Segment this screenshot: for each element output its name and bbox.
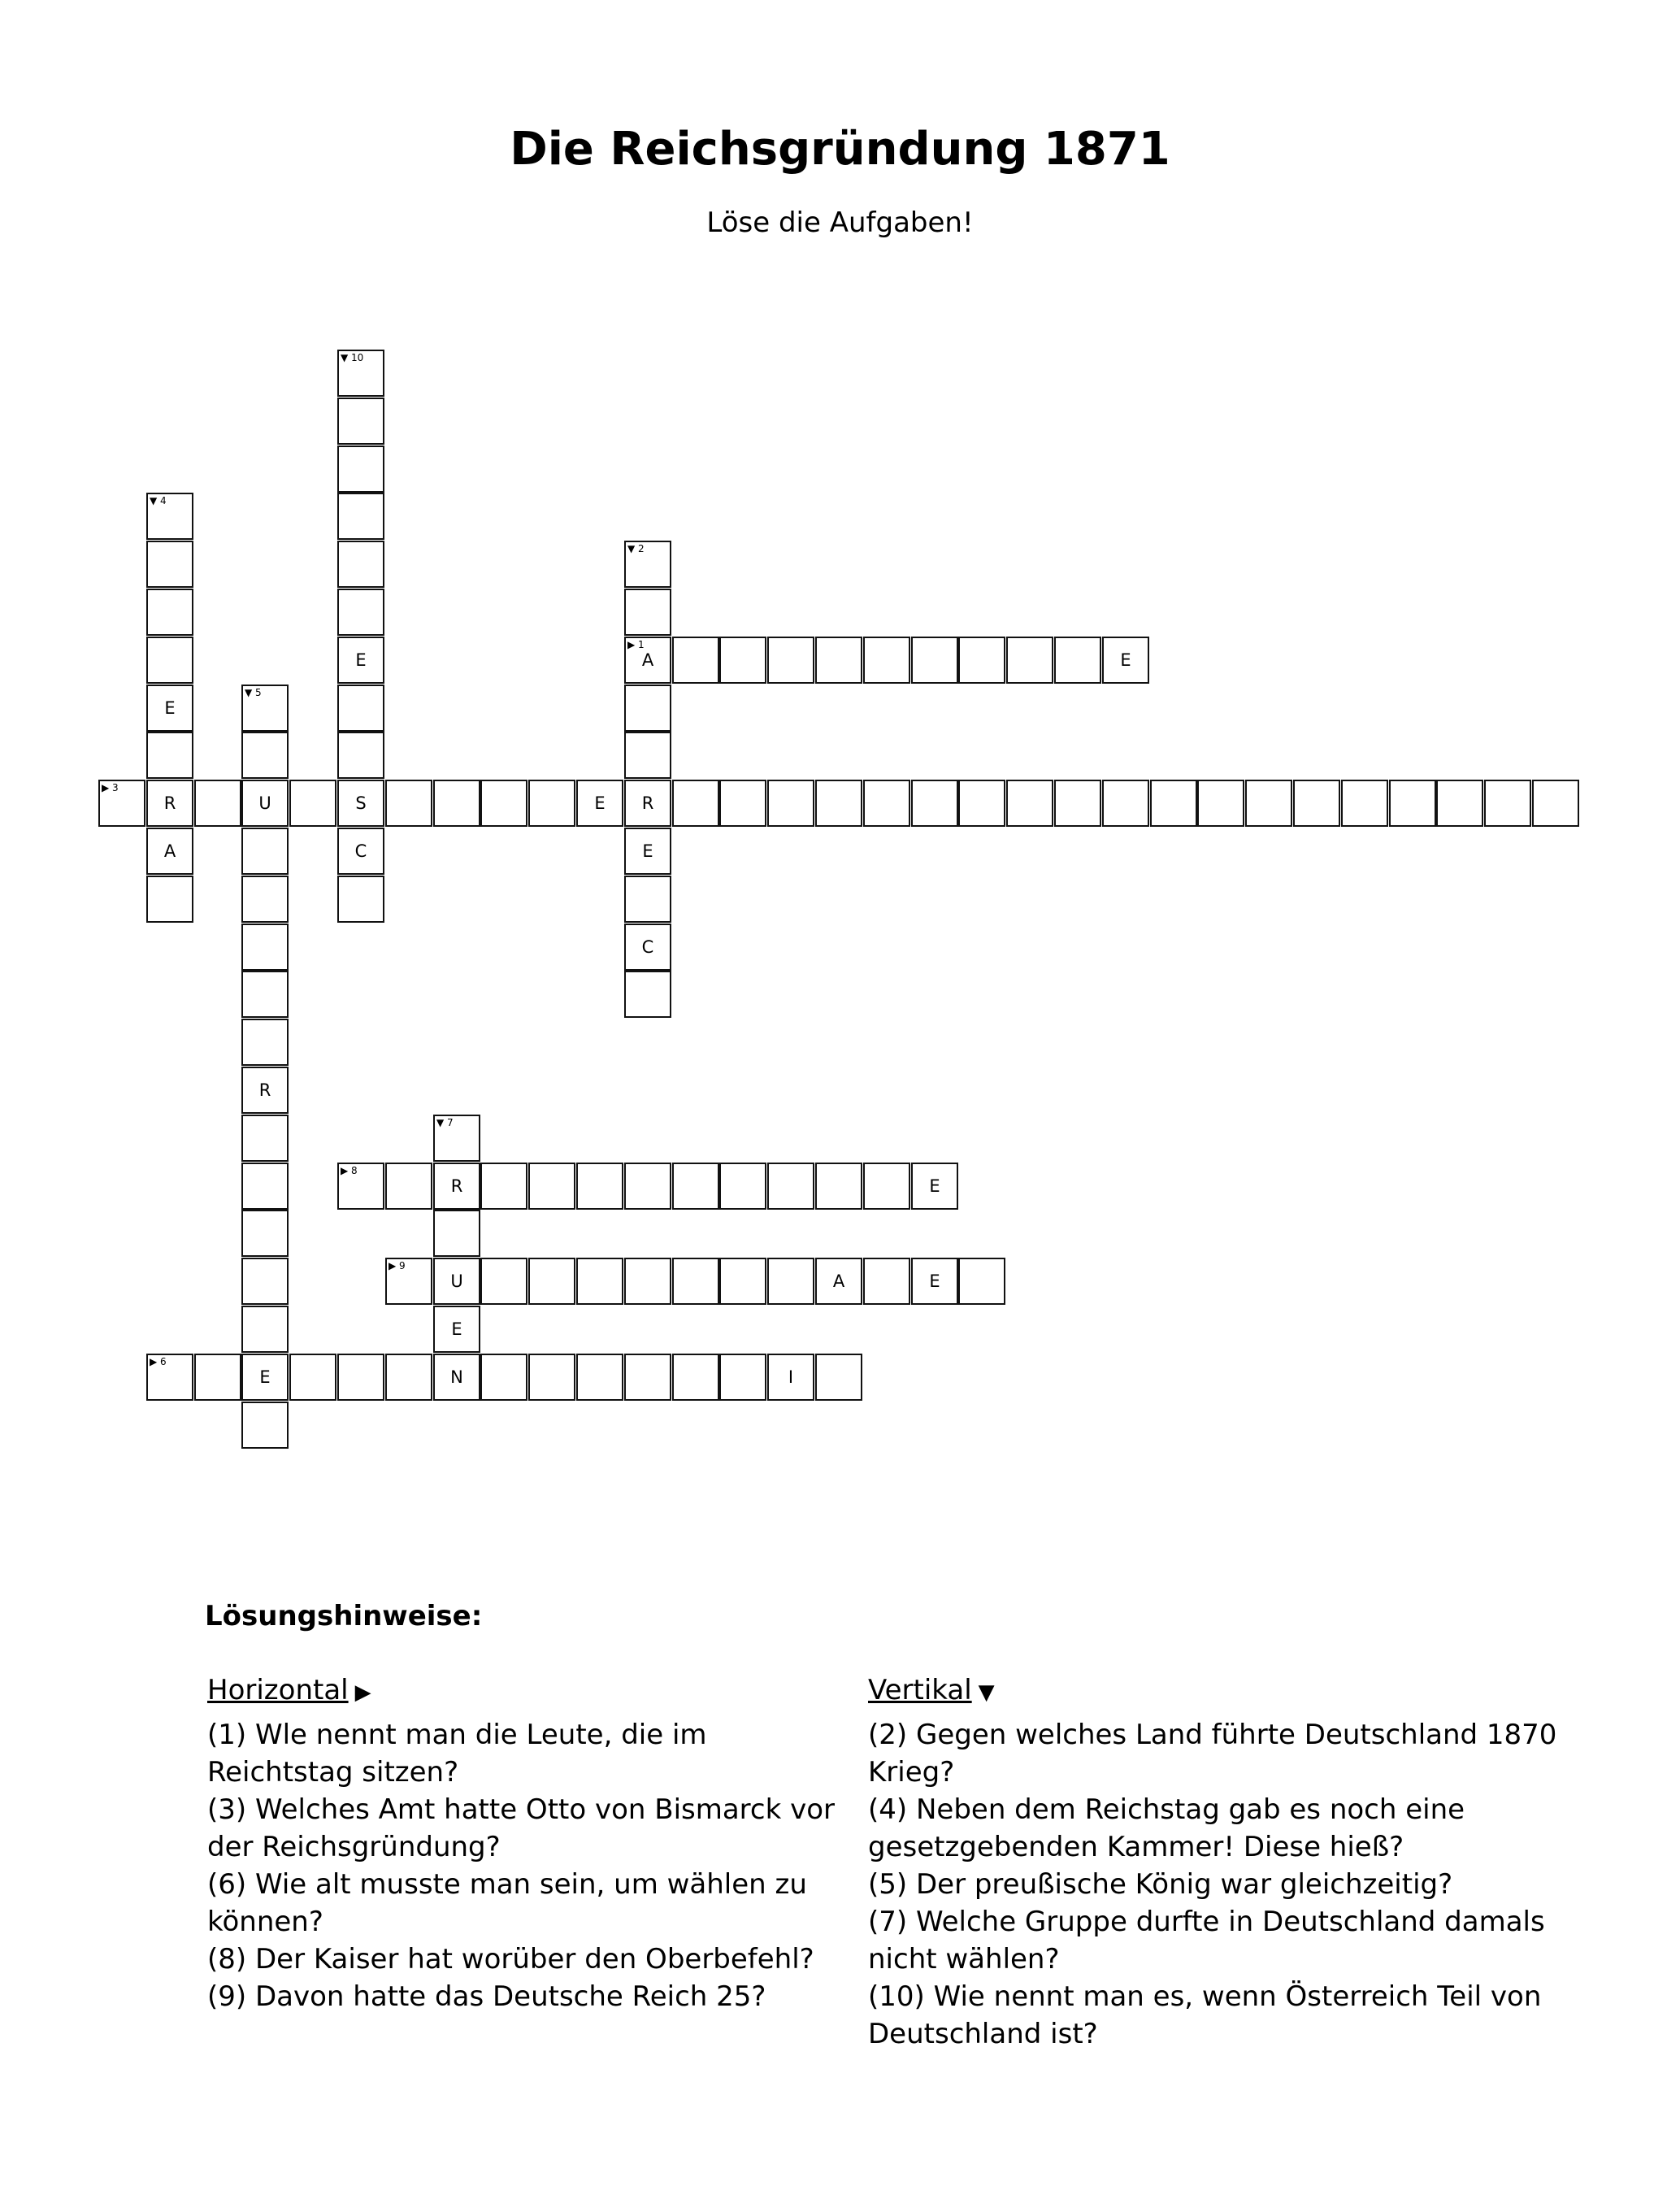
- crossword-start-cell[interactable]: [385, 1258, 432, 1305]
- crossword-cell[interactable]: [815, 780, 862, 827]
- cell-letter: R: [450, 1176, 463, 1196]
- crossword-cell[interactable]: [433, 1163, 480, 1210]
- crossword-cell[interactable]: [767, 1354, 814, 1401]
- crossword-cell[interactable]: [672, 1163, 719, 1210]
- cell-letter: I: [788, 1367, 794, 1387]
- cell-letter: C: [641, 937, 654, 957]
- crossword-start-cell[interactable]: [337, 350, 384, 397]
- cell-letter: C: [354, 841, 367, 861]
- crossword-cell[interactable]: [241, 1067, 289, 1114]
- crossword-cell[interactable]: [337, 685, 384, 732]
- clue-horizontal-3: (3) Welches Amt hatte Otto von Bismarck vor der Reichsgründung?: [207, 1793, 836, 1863]
- crossword-cell[interactable]: [433, 780, 480, 827]
- crossword-cell[interactable]: [624, 732, 671, 779]
- clue-number: ▼ 5: [245, 687, 262, 698]
- crossword-cell[interactable]: [911, 637, 958, 684]
- hints-heading: Lösungshinweise:: [205, 1600, 483, 1632]
- clue-vertical-2: (2) Gegen welches Land führte Deutschland 1870 Krieg?: [868, 1719, 1557, 1789]
- clue-vertical-5: (5) Der preußische König war gleichzeitig?: [868, 1868, 1453, 1901]
- clue-vertical-10: (10) Wie nennt man es, wenn Österreich Teil von Deutschland ist?: [868, 1980, 1542, 2050]
- crossword-cell[interactable]: [480, 1354, 527, 1401]
- crossword-cell[interactable]: [672, 1258, 719, 1305]
- clue-number: ▼ 10: [341, 352, 364, 363]
- crossword-cell[interactable]: [815, 637, 862, 684]
- crossword-cell[interactable]: [433, 1258, 480, 1305]
- cell-letter: E: [259, 1367, 271, 1387]
- crossword-cell[interactable]: [624, 685, 671, 732]
- crossword-cell[interactable]: [719, 637, 766, 684]
- cell-letter: R: [258, 1080, 271, 1100]
- clue-number: ▶ 1: [627, 639, 645, 650]
- crossword-cell[interactable]: [911, 780, 958, 827]
- horizontal-clues: [207, 1671, 857, 2015]
- crossword-cell[interactable]: [337, 780, 384, 827]
- crossword-cell[interactable]: [1484, 780, 1531, 827]
- crossword-cell[interactable]: [1197, 780, 1244, 827]
- right-arrow-icon: ▶: [354, 1680, 371, 1705]
- crossword-start-cell[interactable]: [98, 780, 145, 827]
- crossword-cell[interactable]: [767, 637, 814, 684]
- clue-horizontal-9: (9) Davon hatte das Deutsche Reich 25?: [207, 1980, 766, 2013]
- crossword-cell[interactable]: [528, 780, 575, 827]
- crossword-cell[interactable]: [480, 780, 527, 827]
- crossword-cell[interactable]: [241, 1163, 289, 1210]
- crossword-start-cell[interactable]: [624, 541, 671, 588]
- crossword-cell[interactable]: [624, 971, 671, 1018]
- crossword-cell[interactable]: [958, 780, 1005, 827]
- cell-letter: E: [929, 1271, 940, 1291]
- crossword-cell[interactable]: [385, 1163, 432, 1210]
- crossword-cell[interactable]: [672, 637, 719, 684]
- crossword-cell[interactable]: [337, 876, 384, 923]
- crossword-cell[interactable]: [767, 1163, 814, 1210]
- crossword-cell[interactable]: [241, 1306, 289, 1353]
- crossword-cell[interactable]: [433, 1354, 480, 1401]
- crossword-cell[interactable]: [241, 924, 289, 971]
- crossword-cell[interactable]: [241, 780, 289, 827]
- crossword-cell[interactable]: [241, 1258, 289, 1305]
- crossword-cell[interactable]: [337, 398, 384, 445]
- crossword-cell[interactable]: [337, 589, 384, 636]
- crossword-start-cell[interactable]: [433, 1115, 480, 1162]
- crossword-cell[interactable]: [863, 780, 910, 827]
- cell-letter: U: [450, 1271, 463, 1291]
- crossword-cell[interactable]: [624, 1354, 671, 1401]
- crossword-cell[interactable]: [480, 1258, 527, 1305]
- crossword-cell[interactable]: [146, 541, 193, 588]
- cell-letter: A: [832, 1271, 845, 1291]
- crossword-start-cell[interactable]: [241, 685, 289, 732]
- crossword-cell[interactable]: [337, 732, 384, 779]
- crossword-cell[interactable]: [863, 1163, 910, 1210]
- crossword-cell[interactable]: [624, 780, 671, 827]
- cell-letter: U: [258, 793, 271, 813]
- horizontal-heading: [207, 1671, 857, 1711]
- vertical-label: Vertikal: [868, 1674, 972, 1706]
- crossword-cell[interactable]: [1245, 780, 1292, 827]
- crossword-cell[interactable]: [576, 1163, 623, 1210]
- crossword-cell[interactable]: [241, 1210, 289, 1257]
- crossword-cell[interactable]: [433, 1306, 480, 1353]
- crossword-cell[interactable]: [337, 493, 384, 540]
- clue-vertical-4: (4) Neben dem Reichstag gab es noch eine gesetzgebenden Kammer! Diese hieß?: [868, 1793, 1465, 1863]
- crossword-cell[interactable]: [289, 1354, 336, 1401]
- crossword-cell[interactable]: [672, 780, 719, 827]
- crossword-start-cell[interactable]: [337, 1163, 384, 1210]
- clue-vertical-7: (7) Welche Gruppe durfte in Deutschland damals nicht wählen?: [868, 1906, 1545, 1976]
- crossword-cell[interactable]: [719, 780, 766, 827]
- crossword-cell[interactable]: [958, 1258, 1005, 1305]
- crossword-cell[interactable]: [528, 1258, 575, 1305]
- clue-number: ▶ 9: [389, 1260, 406, 1271]
- crossword-cell[interactable]: [1293, 780, 1340, 827]
- cell-letter: E: [355, 650, 367, 670]
- vertical-clues: [868, 1671, 1600, 2053]
- crossword-cell[interactable]: [863, 1258, 910, 1305]
- crossword-cell[interactable]: [1054, 637, 1101, 684]
- cell-letter: A: [641, 650, 654, 670]
- crossword-cell[interactable]: [911, 1163, 958, 1210]
- crossword-cell[interactable]: [385, 1354, 432, 1401]
- crossword-cell[interactable]: [289, 780, 336, 827]
- crossword-cell[interactable]: [194, 780, 241, 827]
- clue-horizontal-8: (8) Der Kaiser hat worüber den Oberbefehl?: [207, 1943, 814, 1976]
- clue-number: ▼ 2: [627, 543, 645, 554]
- cell-letter: E: [642, 841, 653, 861]
- page-title: Die Reichsgründung 1871: [510, 123, 1170, 176]
- crossword-cell[interactable]: [241, 1115, 289, 1162]
- crossword-cell[interactable]: [337, 828, 384, 875]
- crossword-cell[interactable]: [146, 685, 193, 732]
- crossword-cell[interactable]: [241, 828, 289, 875]
- crossword-cell[interactable]: [624, 1163, 671, 1210]
- crossword-cell[interactable]: [1102, 637, 1149, 684]
- crossword-cell[interactable]: [241, 1019, 289, 1066]
- crossword-cell[interactable]: [1102, 780, 1149, 827]
- crossword-cell[interactable]: [528, 1354, 575, 1401]
- crossword-cell[interactable]: [146, 637, 193, 684]
- crossword-cell[interactable]: [576, 1354, 623, 1401]
- clue-number: ▶ 3: [102, 782, 119, 793]
- crossword-cell[interactable]: [863, 637, 910, 684]
- crossword-cell[interactable]: [241, 971, 289, 1018]
- crossword-cell[interactable]: [1532, 780, 1579, 827]
- crossword-cell[interactable]: [1006, 637, 1053, 684]
- crossword-cell[interactable]: [719, 1258, 766, 1305]
- crossword-cell[interactable]: [146, 589, 193, 636]
- cell-letter: A: [163, 841, 176, 861]
- crossword-cell[interactable]: [241, 1354, 289, 1401]
- clue-horizontal-1: (1) Wle nennt man die Leute, die im Reichtstag sitzen?: [207, 1719, 707, 1789]
- crossword-cell[interactable]: [911, 1258, 958, 1305]
- crossword-start-cell[interactable]: [146, 1354, 193, 1401]
- crossword-cell[interactable]: [624, 876, 671, 923]
- clue-horizontal-6: (6) Wie alt musste man sein, um wählen zu können?: [207, 1868, 807, 1938]
- clue-number: ▶ 6: [150, 1356, 167, 1367]
- crossword-cell[interactable]: [624, 589, 671, 636]
- crossword-cell[interactable]: [241, 1402, 289, 1449]
- crossword-cell[interactable]: [1006, 780, 1053, 827]
- crossword-cell[interactable]: [337, 1354, 384, 1401]
- crossword-cell[interactable]: [528, 1163, 575, 1210]
- crossword-cell[interactable]: [194, 1354, 241, 1401]
- crossword-cell[interactable]: [146, 876, 193, 923]
- page-subtitle: Löse die Aufgaben!: [706, 206, 974, 239]
- crossword-cell[interactable]: [337, 637, 384, 684]
- crossword-start-cell[interactable]: [146, 493, 193, 540]
- down-arrow-icon: ▼: [978, 1680, 995, 1705]
- crossword-cell[interactable]: [624, 828, 671, 875]
- cell-letter: S: [355, 793, 367, 813]
- crossword-cell[interactable]: [815, 1258, 862, 1305]
- vertical-heading: [868, 1671, 1600, 1711]
- clue-number: ▼ 7: [436, 1117, 454, 1128]
- crossword-cell[interactable]: [1389, 780, 1436, 827]
- cell-letter: E: [1120, 650, 1131, 670]
- cell-letter: E: [164, 698, 176, 718]
- crossword-cell[interactable]: [337, 541, 384, 588]
- crossword-cell[interactable]: [767, 1258, 814, 1305]
- cell-letter: R: [163, 793, 176, 813]
- clue-number: ▼ 4: [150, 495, 167, 506]
- crossword-cell[interactable]: [719, 1163, 766, 1210]
- crossword-cell[interactable]: [672, 1354, 719, 1401]
- crossword-cell[interactable]: [767, 780, 814, 827]
- crossword-cell[interactable]: [576, 1258, 623, 1305]
- crossword-cell[interactable]: [958, 637, 1005, 684]
- crossword-cell[interactable]: [719, 1354, 766, 1401]
- crossword-cell[interactable]: [385, 780, 432, 827]
- clue-number: ▶ 8: [341, 1165, 358, 1176]
- crossword-cell[interactable]: [1341, 780, 1388, 827]
- crossword-cell[interactable]: [146, 828, 193, 875]
- horizontal-label: Horizontal: [207, 1674, 349, 1706]
- crossword-cell[interactable]: [1054, 780, 1101, 827]
- crossword-cell[interactable]: [624, 1258, 671, 1305]
- crossword-cell[interactable]: [1436, 780, 1483, 827]
- crossword-cell[interactable]: [815, 1163, 862, 1210]
- crossword-cell[interactable]: [241, 732, 289, 779]
- cell-letter: N: [450, 1367, 463, 1387]
- crossword-cell[interactable]: [146, 732, 193, 779]
- crossword-cell[interactable]: [146, 780, 193, 827]
- crossword-cell[interactable]: [815, 1354, 862, 1401]
- crossword-cell[interactable]: [241, 876, 289, 923]
- crossword-cell[interactable]: [480, 1163, 527, 1210]
- cell-letter: R: [641, 793, 654, 813]
- crossword-cell[interactable]: [1150, 780, 1197, 827]
- crossword-cell[interactable]: [433, 1210, 480, 1257]
- crossword-cell[interactable]: [624, 924, 671, 971]
- crossword-cell[interactable]: [337, 446, 384, 493]
- cell-letter: E: [594, 793, 606, 813]
- cell-letter: E: [451, 1319, 462, 1339]
- crossword-start-cell[interactable]: [624, 637, 671, 684]
- cell-letter: E: [929, 1176, 940, 1196]
- crossword-cell[interactable]: [576, 780, 623, 827]
